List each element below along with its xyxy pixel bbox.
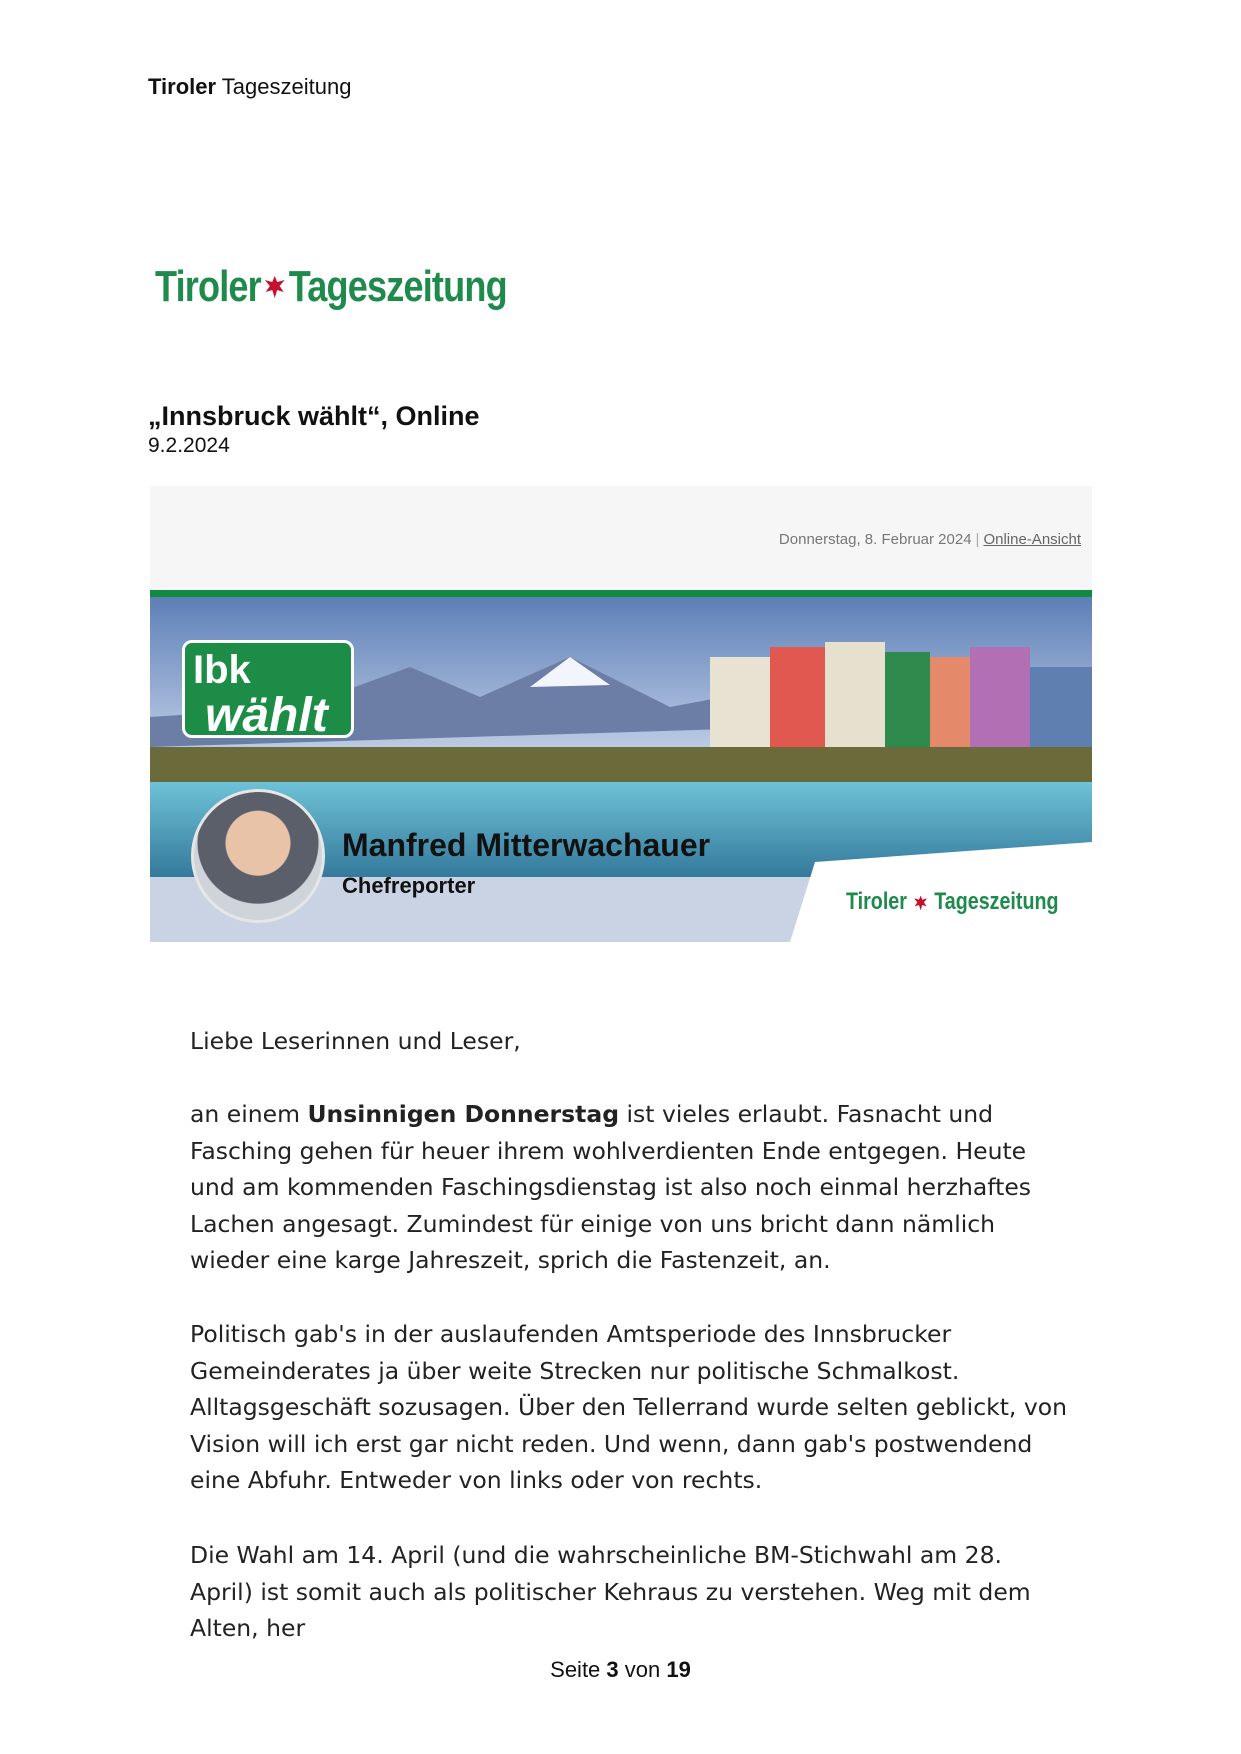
eagle-icon — [263, 272, 288, 302]
paragraph-1 — [190, 1096, 1070, 1279]
newsletter-date: Donnerstag, 8. Februar 2024 — [778, 531, 972, 548]
tiroler-tageszeitung-logo — [155, 262, 507, 312]
badge-line-2: wählt — [205, 689, 328, 742]
article-date: 9.2.2024 — [148, 434, 230, 457]
header-brand-rest: Tageszeitung — [221, 74, 352, 99]
newsletter-date-line — [779, 531, 1081, 548]
paragraph-1-pre: an einem — [190, 1100, 308, 1128]
paragraph-1-bold: Unsinnigen Donnerstag — [307, 1100, 620, 1128]
footer-total: 19 — [666, 1657, 691, 1682]
banner-logo — [846, 888, 1059, 916]
page-footer — [0, 1657, 1241, 1683]
green-divider — [150, 590, 1092, 597]
header-brand — [148, 74, 351, 100]
author-role: Chefreporter — [342, 873, 476, 898]
footer-mid: von — [618, 1657, 667, 1682]
paragraph-3: Die Wahl am 14. April (und die wahrscheinliche BM-Stichwahl am 28. April) ist somit auch als politischer Kehraus zu verstehen. Weg mit dem Alten, her — [190, 1541, 1031, 1642]
paragraph-1-post: ist vieles erlaubt. Fasnacht und Fasching gehen für heuer ihrem wohlverdienten Ende entgegen. Heute und am kommenden Faschingsdienstag ist also noch einmal herzhaftes Lachen angesagt. Zumindest für einige von uns bricht dann nämlich wieder eine karge Jahreszeit, sprich die Fastenzeit, an. — [190, 1100, 1032, 1274]
footer-page: 3 — [606, 1657, 619, 1682]
banner-logo-part1: Tiroler — [846, 888, 907, 915]
author-name: Manfred Mitterwachauer — [342, 827, 711, 863]
separator: | — [975, 531, 980, 548]
online-view-link[interactable]: Online-Ansicht — [983, 531, 1081, 548]
badge-line-1: Ibk — [193, 648, 251, 692]
footer-pre: Seite — [550, 1657, 607, 1682]
author-avatar — [191, 789, 325, 923]
paragraph-2: Politisch gab's in der auslaufenden Amtsperiode des Innsbrucker Gemeinderates ja über weite Strecken nur politische Schmalkost. Alltagsgeschäft sozusagen. Über den Tellerrand wurde selten geblickt, von Vision will ich erst gar nicht reden. Und wenn, dann gab's postwendend eine Abfuhr. Entweder von links oder von rechts. — [190, 1320, 1068, 1494]
logo-part1: Tiroler — [155, 262, 261, 311]
header-brand-bold: Tiroler — [148, 74, 217, 99]
article-title: „Innsbruck wählt“, Online — [148, 401, 480, 431]
logo-part2: Tageszeitung — [288, 262, 507, 311]
greeting: Liebe Leserinnen und Leser, — [190, 1027, 521, 1055]
banner-logo-part2: Tageszeitung — [934, 888, 1059, 915]
eagle-icon — [912, 893, 928, 913]
